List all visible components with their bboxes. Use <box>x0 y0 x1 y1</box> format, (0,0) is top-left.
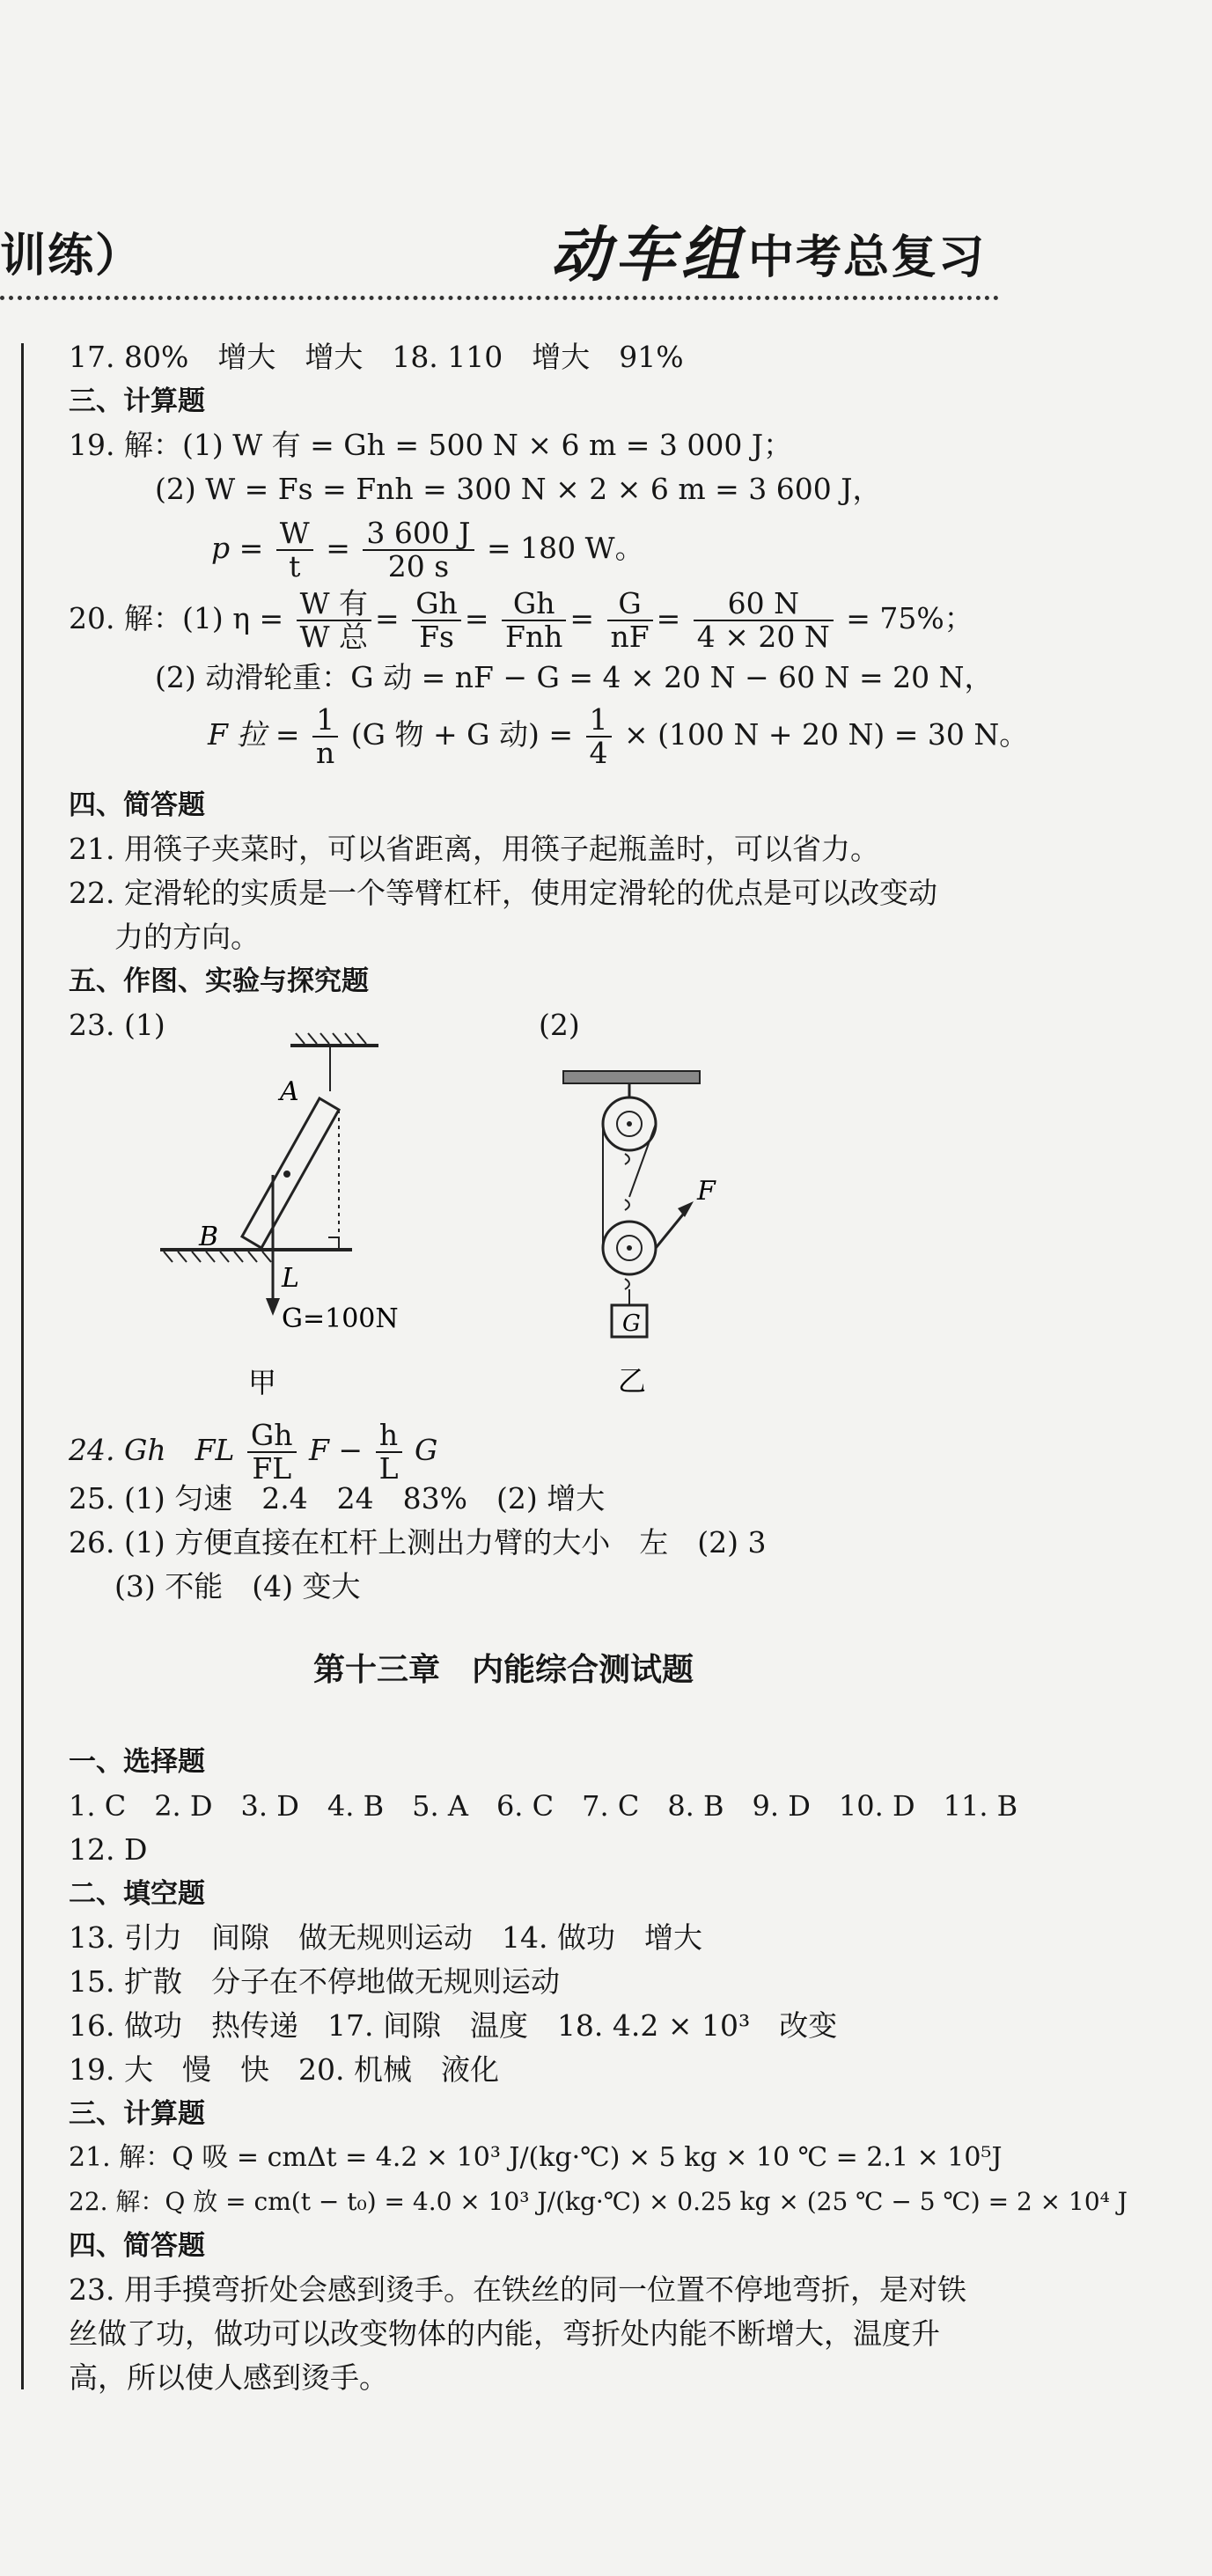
answer-20-part2: (2) 动滑轮重：G 动 = nF − G = 4 × 20 N − 60 N = 20 N， <box>155 660 994 694</box>
calc-answer-21: 21. 解：Q 吸 = cmΔt = 4.2 × 10³ J/(kg·℃) × 5 kg × 10 ℃ = 2.1 × 10⁵J <box>69 2142 1003 2173</box>
arm-l-label: L <box>282 1263 299 1294</box>
weight-label: G=100N <box>282 1303 399 1334</box>
answer-26-line2: (3) 不能 (4) 变大 <box>114 1569 361 1604</box>
fraction-gh-over-fs: $\frac{Gh}{Fs}$ <box>412 588 461 653</box>
fraction-gh-over-fnh: $\frac{Gh}{\text{Fnh}}$ <box>502 588 566 653</box>
section-heading-short-answer-2: 四、简答题 <box>69 2230 205 2262</box>
header-dotted-divider <box>0 296 999 300</box>
answer-22-line2: 力的方向。 <box>114 920 260 954</box>
fraction-3600-over-20: $\frac{3 600 J}{20 s}$ <box>363 517 474 583</box>
chapter-title: 第十三章 内能综合测试题 <box>313 1652 694 1688</box>
symbol-p: p = <box>211 531 264 565</box>
answer-23-part2-label: (2) <box>539 1008 580 1042</box>
answer-19-part2: (2) W = Fs = Fnh = 300 N × 2 × 6 m = 3 600 J， <box>155 472 882 506</box>
point-a-label: A <box>280 1076 299 1107</box>
answer-20-efficiency: 20. 解：(1) η = $\frac{\text{W 有}}{\text{W 总}}$ = $\frac{Gh}{Fs}$ = $\frac{Gh}{\text{Fnh}}$ = $\frac{G}{nF}$ = $\frac{60 N}{4 \times 20 N}$ = 75%； <box>69 586 973 654</box>
fill-answers-15: 15. 扩散 分子在不停地做无规则运动 <box>69 1964 560 1999</box>
answer-19-power-formula: p = $\frac{W}{t}$ = $\frac{3 600 J}{20 s}$ = 180 W。 <box>211 516 644 583</box>
answer-26-line1: 26. (1) 方便直接在杠杆上测出力臂的大小 左 (2) 3 <box>69 1525 767 1560</box>
short-answer-23-line2: 丝做了功，做功可以改变物体的内能，弯折处内能不断增大，温度升 <box>69 2316 940 2351</box>
fraction-60-over-80: $\frac{60 N}{4 \times 20 N}$ <box>694 588 834 653</box>
choice-answers-row2: 12. D <box>69 1832 148 1867</box>
section-heading-short-answer: 四、简答题 <box>69 789 205 821</box>
section-heading-calc: 三、计算题 <box>69 385 205 417</box>
fraction-gh-over-fl: $\frac{Gh}{FL}$ <box>247 1420 297 1485</box>
section-heading-multiple-choice: 一、选择题 <box>69 1746 205 1778</box>
brand-subtitle: 中考总复习 <box>748 231 987 284</box>
section-heading-fill-blank: 二、填空题 <box>69 1878 205 1910</box>
fill-answers-13-14: 13. 引力 间隙 做无规则运动 14. 做功 增大 <box>69 1920 702 1955</box>
short-answer-23-line1: 23. 用手摸弯折处会感到烫手。在铁丝的同一位置不停地弯折，是对铁 <box>69 2272 966 2307</box>
left-margin-rule <box>21 343 24 2389</box>
short-answer-23-line3: 高，所以使人感到烫手。 <box>69 2360 388 2395</box>
page-title: 训练） <box>0 230 143 283</box>
answer-20-pull-force: F 拉 = $\frac{1}{n}$ (G 物 + G 动) = $\frac{1}{4}$ × (100 N + 20 N) = 30 N。 <box>208 702 1029 770</box>
fraction-1-over-4: $\frac{1}{4}$ <box>586 704 612 769</box>
figure-caption-yi: 乙 <box>618 1364 647 1398</box>
fraction-h-over-l: $\frac{h}{L}$ <box>376 1420 402 1485</box>
answer-22-line1: 22. 定滑轮的实质是一个等臂杠杆，使用定滑轮的优点是可以改变动 <box>69 876 937 910</box>
answer-19-part1: 19. 解：(1) W 有 = Gh = 500 N × 6 m = 3 000 J； <box>69 428 793 462</box>
answer-line-17-18: 17. 80% 增大 增大 18. 110 增大 91% <box>69 340 684 374</box>
force-f-label: F <box>697 1176 716 1207</box>
section-heading-calc-2: 三、计算题 <box>69 2098 205 2130</box>
lever-diagram <box>150 1030 440 1408</box>
answer-25: 25. (1) 匀速 2.4 24 83% (2) 增大 <box>69 1481 606 1516</box>
answer-24: 24. Gh FL $\frac{Gh}{FL}$ F − $\frac{h}{L}$ G <box>69 1418 438 1486</box>
fraction-g-over-nf: $\frac{G}{nF}$ <box>607 588 653 653</box>
fraction-w-over-t: $\frac{W}{t}$ <box>276 517 313 583</box>
choice-answers-row1: 1. C 2. D 3. D 4. B 5. A 6. C 7. C 8. B 9. D 10. D 11. B <box>69 1789 1018 1823</box>
weight-box-label: G <box>622 1310 641 1337</box>
point-b-label: B <box>199 1222 219 1252</box>
fraction-w-useful-over-w-total: $\frac{\text{W 有}}{\text{W 总}}$ <box>297 588 371 653</box>
fill-answers-19-20: 19. 大 慢 快 20. 机械 液化 <box>69 2052 499 2087</box>
answer-21: 21. 用筷子夹菜时，可以省距离，用筷子起瓶盖时，可以省力。 <box>69 832 879 866</box>
pulley-diagram <box>555 1060 775 1408</box>
calc-answer-22: 22. 解：Q 放 = cm(t − t₀) = 4.0 × 10³ J/(kg·℃) × 0.25 kg × (25 ℃ − 5 ℃) = 2 × 10⁴ J <box>69 2187 1128 2216</box>
fraction-1-over-n: $\frac{1}{n}$ <box>312 704 338 769</box>
figure-caption-jia: 甲 <box>248 1366 277 1399</box>
fill-answers-16-18: 16. 做功 热传递 17. 间隙 温度 18. 4.2 × 10³ 改变 <box>69 2008 838 2043</box>
section-heading-drawing: 五、作图、实验与探究题 <box>69 965 369 997</box>
answer-23-part1-label: 23. (1) <box>69 1008 165 1042</box>
brand-logo-text: 动车组 <box>550 220 746 290</box>
